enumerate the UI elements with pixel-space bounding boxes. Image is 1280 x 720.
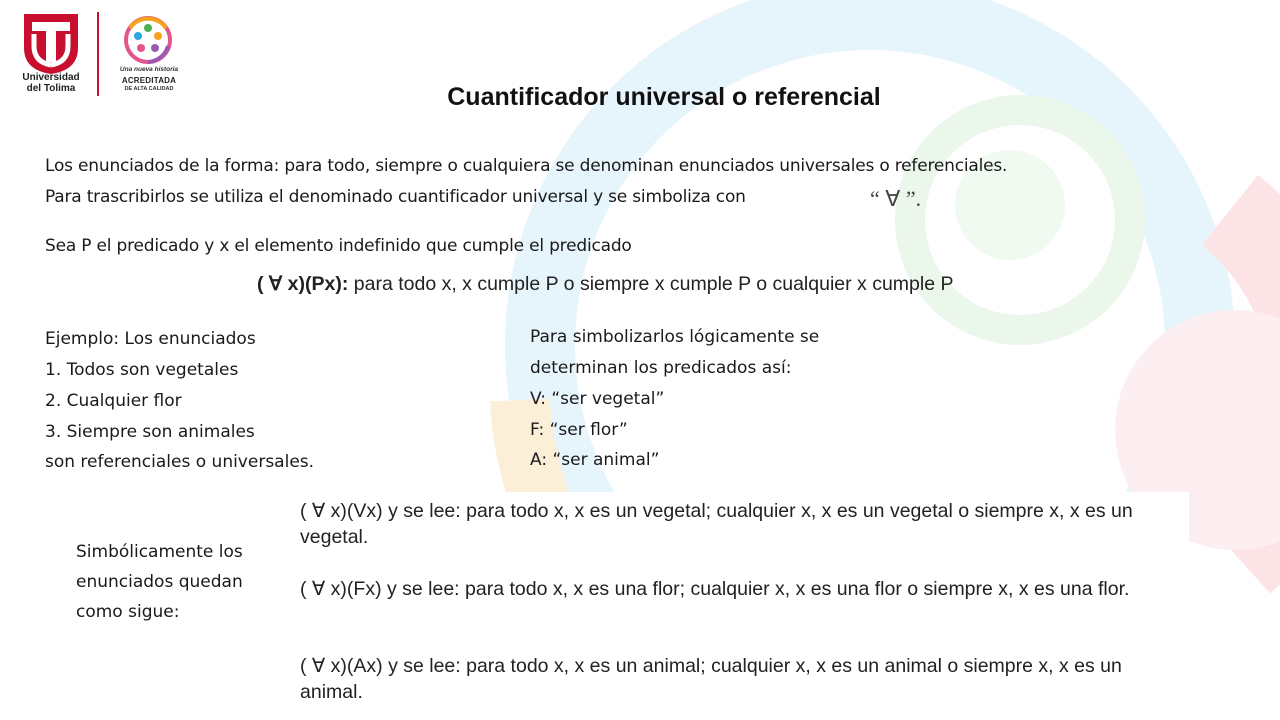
example-line-4: 3. Siempre son animales xyxy=(45,422,255,442)
predicate-v: V: “ser vegetal” xyxy=(530,389,665,409)
predicate-intro: Sea P el predicado y x el elemento indefinido que cumple el predicado xyxy=(45,236,632,256)
predicates-line-1: Para simbolizarlos lógicamente se xyxy=(530,327,820,347)
example-line-1: Ejemplo: Los enunciados xyxy=(45,329,256,349)
example-line-3: 2. Cualquier flor xyxy=(45,391,182,411)
predicate-a: A: “ser animal” xyxy=(530,450,660,470)
intro-line-2: Para trascribirlos se utiliza el denominado cuantificador universal y se simboliza con xyxy=(45,187,746,207)
symbolic-label-line-1: Simbólicamente los xyxy=(76,542,243,562)
accreditation-logo xyxy=(120,14,176,66)
university-name-line1: Universidad xyxy=(22,72,80,83)
symbolic-label-line-2: enunciados quedan xyxy=(76,572,243,592)
formula-line xyxy=(257,272,954,296)
symbolic-statement-v: ( ∀ x)(Vx) y se lee: para todo x, x es un vegetal; cualquier x, x es un vegetal o siempre x, x es un vegetal. xyxy=(300,500,1133,548)
example-line-5: son referenciales o universales. xyxy=(45,452,315,472)
accreditation-subtitle: DE ALTA CALIDAD xyxy=(124,86,174,92)
formula-text: para todo x, x cumple P o siempre x cumple P o cualquier x cumple P xyxy=(348,273,954,295)
symbolic-statement-f: ( ∀ x)(Fx) y se lee: para todo x, x es una flor; cualquier x, x es una flor o siempre x, x es una flor. xyxy=(300,578,1130,600)
accreditation-title: ACREDITADA xyxy=(121,76,177,85)
symbolic-label-line-3: como sigue: xyxy=(76,602,180,622)
symbolic-statement-a: ( ∀ x)(Ax) y se lee: para todo x, x es un animal; cualquier x, x es un animal o siempre x, x es un animal. xyxy=(300,655,1122,703)
intro-line-1: Los enunciados de la forma: para todo, siempre o cualquiera se denominan enunciados universales o referenciales. xyxy=(45,156,1008,176)
formula-symbol: ( ∀ x)(Px): xyxy=(257,273,349,295)
forall-symbol: “ ∀ ”. xyxy=(870,186,922,211)
predicates-line-2: determinan los predicados así: xyxy=(530,358,792,378)
example-line-2: 1. Todos son vegetales xyxy=(45,360,239,380)
predicate-f: F: “ser flor” xyxy=(530,420,628,440)
slide-title: Cuantificador universal o referencial xyxy=(447,83,881,111)
university-name-line2: del Tolima xyxy=(26,83,76,94)
accreditation-tagline: Una nueva historia xyxy=(119,66,179,73)
